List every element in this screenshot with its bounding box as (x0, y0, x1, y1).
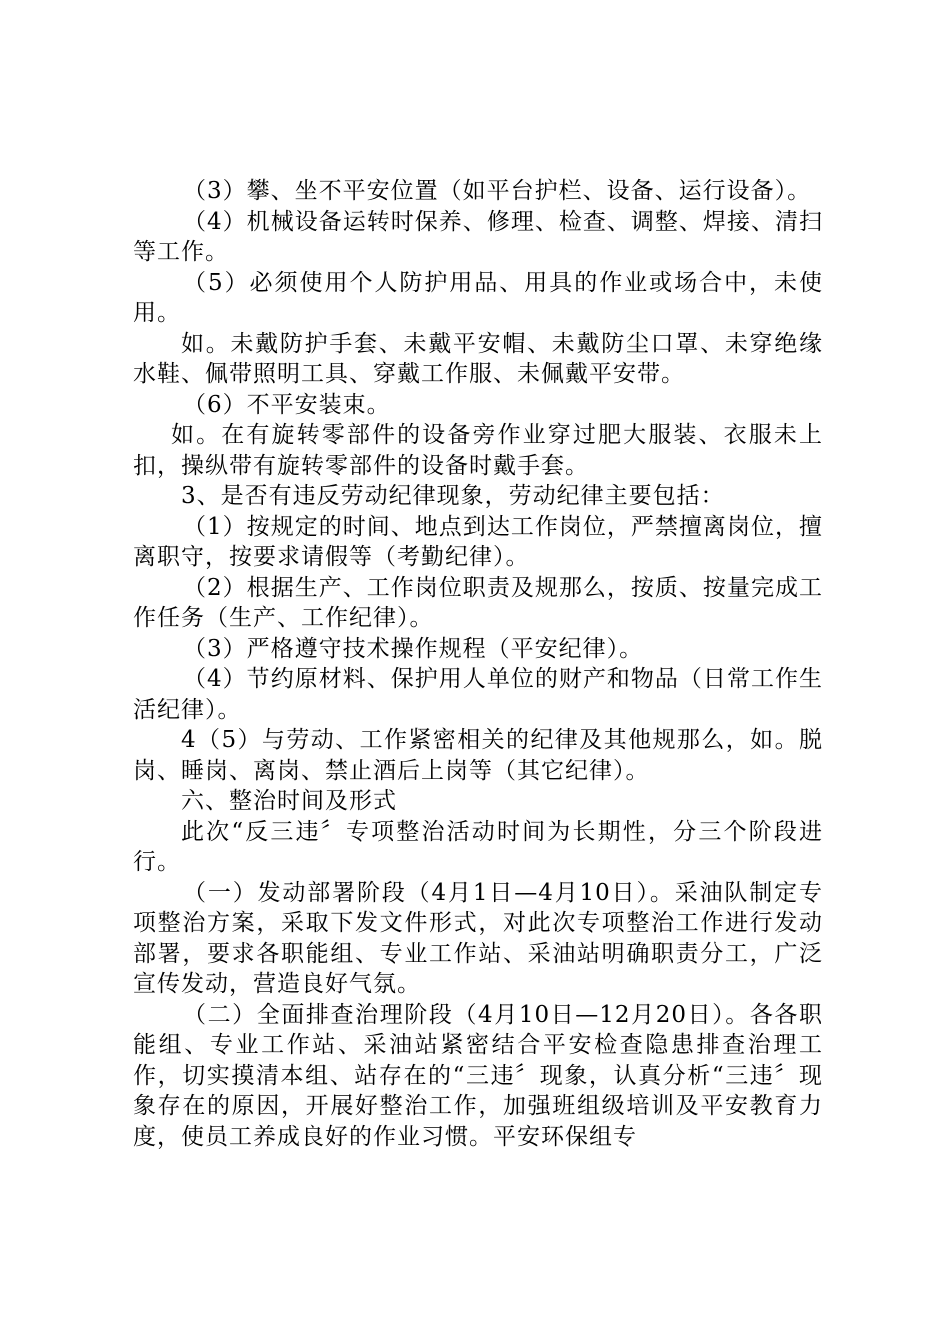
document-body (133, 176, 823, 1152)
paragraph-phase-2: （二）全面排查治理阶段（4月10日—12月20日）。各各职能组、专业工作站、采油站紧密结合平安检查隐患排查治理工作，切实摸清本组、站存在的“三违〞现象，认真分析“三违〞现象存在的原因，开展好整治工作，加强班组级培训及平安教育力度，使员工养成良好的作业习惯。平安环保组专 (133, 1001, 823, 1150)
paragraph-phase-1: （一）发动部署阶段（4月1日—4月10日）。采油队制定专项整治方案，采取下发文件形式，对此次专项整治工作进行发动部署，要求各职能组、专业工作站、采油站明确职责分工，广泛宣传发动，营造良好气氛。 (133, 879, 823, 997)
section-heading-6: 六、整治时间及形式 (181, 788, 397, 814)
paragraph-schedule-intro: 此次“反三违〞专项整治活动时间为长期性，分三个阶段进行。 (133, 818, 823, 875)
paragraph-item-3: （3）攀、坐不平安位置（如平台护栏、设备、运行设备）。 (183, 178, 812, 204)
paragraph-example-attire: 如。在有旋转零部件的设备旁作业穿过肥大服装、衣服未上扣，操纵带有旋转零部件的设备时戴手套。 (133, 422, 823, 479)
paragraph-item-5: （5）必须使用个人防护用品、用具的作业或场合中，未使用。 (133, 269, 823, 326)
paragraph-section-3: 3、是否有违反劳动纪律现象，劳动纪律主要包括： (181, 483, 725, 509)
paragraph-discipline-1: （1）按规定的时间、地点到达工作岗位，严禁擅离岗位，擅离职守，按要求请假等（考勤纪律）。 (133, 513, 823, 570)
paragraph-item-6: （6）不平安装束。 (183, 391, 391, 418)
paragraph-item-4: （4）机械设备运转时保养、修理、检查、调整、焊接、清扫等工作。 (133, 208, 823, 265)
paragraph-discipline-2: （2）根据生产、工作岗位职责及规那么，按质、按量完成工作任务（生产、工作纪律）。 (133, 574, 823, 631)
paragraph-discipline-4: （4）节约原材料、保护用人单位的财产和物品（日常工作生活纪律）。 (133, 666, 823, 723)
paragraph-example-ppe: 如。未戴防护手套、未戴平安帽、未戴防尘口罩、未穿绝缘水鞋、佩带照明工具、穿戴工作服、未佩戴平安带。 (133, 330, 823, 387)
paragraph-discipline-3: （3）严格遵守技术操作规程（平安纪律）。 (183, 635, 644, 662)
paragraph-discipline-5: 4（5）与劳动、工作紧密相关的纪律及其他规那么，如。脱岗、睡岗、离岗、禁止酒后上岗等（其它纪律）。 (133, 727, 823, 784)
